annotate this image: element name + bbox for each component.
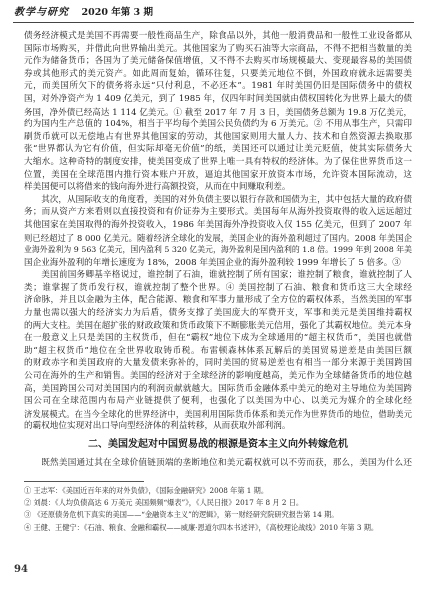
text-line: 务；而从资产方来看则以直接投资和有价证券为主要形式。美国每年从海外投资取得的收入远远超过 — [24, 207, 412, 218]
header-rule — [13, 22, 414, 23]
text-line: 助“超主权货币”地位在全世界收取铸币税。布雷顿森林体系瓦解后的美国贸易逆差是由美国巨额 — [24, 345, 412, 356]
text-line: 国企业海外盈利的年增长速度为 18%，2008 年美国企业的海外盈利较 1999 年增长了 5 倍多。③ — [24, 257, 401, 268]
text-line: 美国前国务卿基辛格说过，谁控制了石油，谁就控制了所有国家；谁控制了粮食，谁就控制了人 — [41, 270, 412, 281]
text-line: 济发展模式。在当今全球化的世界经济中，美国利用国际货币体系和美元作为世界货币的地位，借助美元 — [24, 408, 412, 419]
text-line: 大缩水。这种奇特的制度安排，使美国变成了世界上唯一具有特权的经济体。为了保住世界货币这一 — [24, 156, 412, 167]
text-line: 在一般意义上只是美国的主权货币，但在“霸权”地位下成为全球通用的“超主权货币”，美国也就借 — [24, 333, 412, 344]
footnotes — [24, 485, 412, 534]
footnote: ③ 《还原债务危机下真实的美国——“金融资本主义”的逻辑》，第一财经研究院研究报告第 14 期。 — [24, 510, 339, 520]
section-heading: 二、美国发起对中国贸易战的根源是资本主义向外转嫁危机 — [88, 439, 348, 450]
text-line: 元作为储备货币；各国为了美元储备保值增值，又不得不去购买市场规模最大、变现最容易的美国债 — [24, 56, 412, 67]
text-line: 约为国内生产总值的 104%，相当于平均每个美国公民负债约为 6 万美元。② 不用从事生产，只需印 — [24, 119, 412, 130]
text-line: 刷货币就可以无偿地占有世界其他国家的劳动，其他国家则用大量人力、技术和自然资源去换取那 — [24, 131, 412, 142]
text-line: 济命脉，并且以金融为主体，配合能源、粮食和军事力量形成了全方位的霸权体系，当然美国的军事 — [24, 295, 412, 306]
text-line: 样美国便可以将借来的钱向海外进行高额投资，从而在中间赚取利差。 — [24, 182, 291, 193]
section-body — [24, 457, 412, 470]
running-head — [14, 5, 153, 20]
text-line: 元，而美国所欠下的债务将永远“只付利息，不必还本”。1981 年时美国仍旧是国际债务中的债权 — [24, 81, 412, 92]
paragraph — [24, 30, 412, 194]
footnote: ① 王志军：《美国近百年来的对外负债》，《国际金融研究》2008 年第 1 期。 — [24, 486, 269, 495]
paragraph — [24, 269, 412, 433]
text-line: 公司在海外的生产和销售。美国的经济对于全球经济的影响度越高，美元作为全球储备货币的地位越 — [24, 371, 412, 382]
text-line: 务国，净外债已经高达 1 114 亿美元。① 截至 2017 年 7 月 3 日，美国债务总额为 19.8 万亿美元， — [24, 106, 412, 117]
text-line: 业海外盈利为 9 563 亿美元，国内盈利 5 320 亿美元，海外盈利是国内盈利的 1.8 倍。1999 年到 2008 年美 — [24, 245, 412, 255]
footnote-rule — [24, 481, 144, 482]
text-line: 国公司在全球范围内布局产业链提供了便利，也强化了以美国为中心、以美元为媒介的全球化经 — [24, 396, 412, 407]
text-line: 高，美国跨国公司对美国国内的利润贡献就越大。国际货币金融体系中美元的绝对主导地位为美国跨 — [24, 383, 412, 394]
text-line: 既然美国通过其在全球价值链顶端的垄断地位和美元霸权就可以不劳而获，那么，美国为什么还 — [41, 458, 412, 468]
text-line: 类；谁掌握了货币发行权，谁就控制了整个世界。④ 美国控制了石油、粮食和货币这三大全球经 — [24, 282, 412, 293]
footnote: ② 刘晨：《人均负债高达 6 万美元 美国频频“爆表”》，《人民日报》2017 年 8 月 2 日。 — [24, 498, 304, 508]
text-line: 的财政赤字和美国政府的大量发债来弥补的，同时美国的贸易逆差也有相当一部分来源于美国跨国 — [24, 358, 412, 369]
text-line: 券或其他形式的美元资产。如此周而复始，循环往复，只要美元地位不倒，外国政府就永远需要美 — [24, 68, 412, 79]
text-line: 则已经超过了 8 000 亿美元。随着经济全球化的发展，美国企业的海外盈利超过了国内。2008 年美国企 — [24, 232, 412, 243]
text-line: 的两大支柱。美国在超扩张的财政政策和货币政策下不断膨胀美元信用，强化了其霸权地位。美元本身 — [24, 320, 412, 331]
text-line: 位置，美国在全球范围内推行资本账户开放，逼迫其他国家开放资本市场，允许资本国际流动，这 — [24, 169, 412, 180]
text-line: 国，对外净资产为 1 409 亿美元，到了 1985 年，仅四年时间美国就由债权国转化为世界上最大的债 — [24, 93, 412, 104]
text-line: 债务经济模式是美国不再需要一般性商品生产，除食品以外，其他一般消费品和一般性工业设备都从 — [24, 31, 412, 41]
text-line: 国际市场购买，并借此向世界输出美元。其他国家为了购买石油等大宗商品，不得不把相当数量的美 — [24, 43, 412, 54]
page-number: 94 — [14, 564, 28, 575]
issue-info: 2020 年第 3 期 — [81, 7, 153, 18]
text-line: 其他国家在美国取得的海外投资收入，1986 年美国海外净投资收入仅 155 亿美元，但到了 2007 年 — [24, 219, 412, 230]
footnote: ④ 王健、王健宁：《石油、粮食、金融和霸权——威廉·恩道尔四本书述评》，《高校理论战线》2010 年第 3 期。 — [24, 522, 379, 532]
paragraph — [24, 194, 412, 270]
text-line: 力量也需以强大的经济实力为后盾，债务支撑了美国庞大的军费开支，军事和美元是美国维持霸权 — [24, 308, 412, 319]
text-line: 张“世界都认为它有价值，但实际却毫无价值”的纸，美国还可以通过让美元贬值，使其实际债务大 — [24, 144, 412, 155]
text-line: 其次，从国际收支的角度看，美国的对外负债主要以银行存款和国债为主，其中包括大量的政府债 — [41, 194, 412, 205]
journal-title: 教学与研究 — [14, 7, 69, 18]
article-body — [24, 30, 412, 433]
text-line: 的霸权地位实现对出口导向型经济体的利益转移，从而获取外部利润。 — [24, 421, 291, 432]
paragraph — [24, 457, 412, 470]
